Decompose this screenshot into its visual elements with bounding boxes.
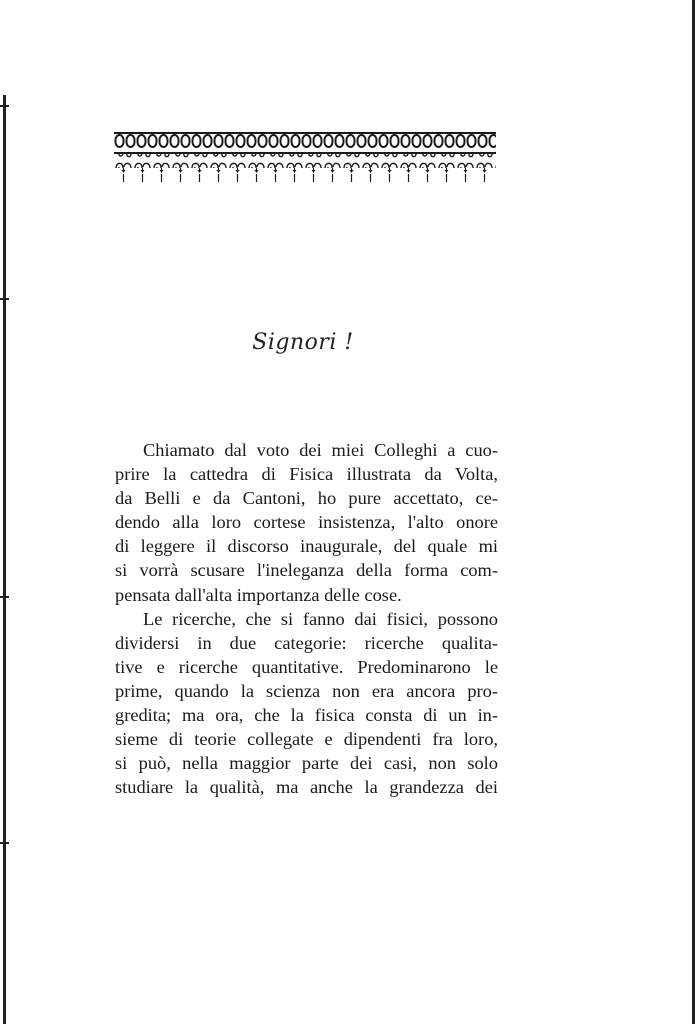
- text-line: si può, nella maggior parte dei casi, non solo: [115, 753, 498, 774]
- text-line: pensata dall'alta importanza delle cose.: [115, 584, 402, 605]
- text-line: tive e ricerche quantitative. Predominarono le: [115, 656, 498, 677]
- text-line: Le ricerche, che si fanno dai fisici, possono: [143, 608, 498, 629]
- text-line: di leggere il discorso inaugurale, del quale mi: [115, 536, 498, 557]
- decorative-headpiece-ornament: [114, 132, 496, 182]
- text-line: Chiamato dal voto dei miei Colleghi a cuo-: [143, 440, 498, 460]
- binding-mark: [0, 298, 9, 300]
- page-binding-edge: [3, 95, 6, 1024]
- binding-mark: [0, 596, 9, 598]
- paragraph-1: [115, 438, 498, 607]
- binding-mark: [0, 105, 9, 107]
- body-text: [115, 438, 498, 799]
- text-line: gredita; ma ora, che la fisica consta di un in-: [115, 705, 498, 726]
- text-line: si vorrà scusare l'ineleganza della forma com-: [115, 560, 498, 581]
- text-line: dendo alla loro cortese insistenza, l'alto onore: [115, 512, 498, 533]
- text-line: prire la cattedra di Fisica illustrata da Volta,: [115, 464, 498, 485]
- text-line: studiare la qualità, ma anche la grandezza dei: [115, 777, 498, 798]
- salutation-heading: Signori !: [252, 330, 354, 355]
- text-line: prime, quando la scienza non era ancora pro-: [115, 680, 498, 701]
- text-line: dividersi in due categorie: ricerche qualita-: [115, 632, 498, 653]
- salutation-heading-wrap: [0, 330, 510, 355]
- text-line: sieme di teorie collegate e dipendenti fra loro,: [115, 729, 498, 750]
- paragraph-2: [115, 607, 498, 800]
- binding-mark: [0, 842, 9, 844]
- text-line: da Belli e da Cantoni, ho pure accettato, ce-: [115, 488, 498, 509]
